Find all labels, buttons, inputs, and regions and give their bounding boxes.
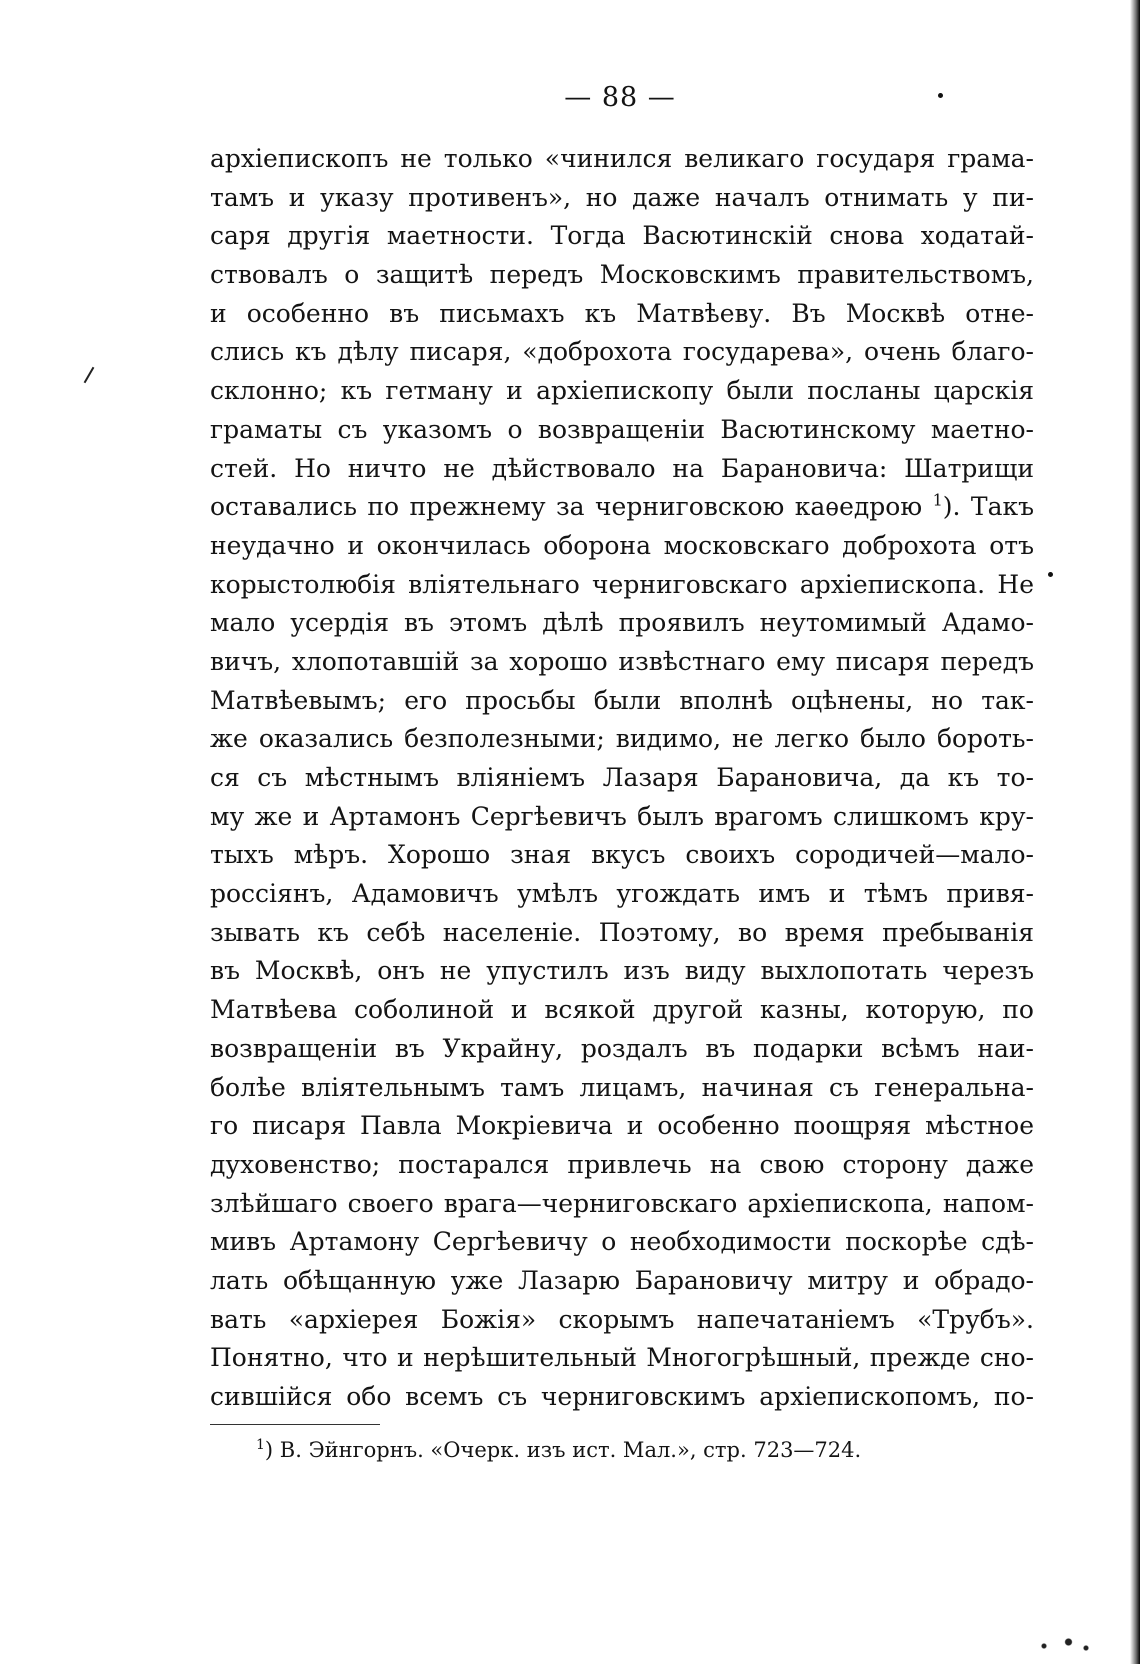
text-line: Матвѣева соболиной и всякой другой казны, которую, по: [210, 995, 1034, 1025]
footnote: [256, 1437, 861, 1462]
text-line: архіепископъ не только «чинился великаго государя грама-: [210, 144, 1034, 173]
page-number: — 88 —: [564, 82, 676, 113]
text-line: ся съ мѣстнымъ вліяніемъ Лазаря Барановича, да къ то-: [210, 763, 1034, 792]
text-line: вать «архіерея Божія» скорымъ напечатаніемъ «Трубъ».: [210, 1304, 1034, 1334]
text-line: саря другія маетности. Тогда Васютинскій снова ходатай-: [210, 221, 1034, 251]
text-line: стей. Но ничто не дѣйствовало на Барановича: Шатрищи: [210, 453, 1034, 483]
text-line: же оказались безполезными; видимо, не легко было бороть-: [210, 724, 1034, 754]
text-line: возвращеніи въ Украйну, роздалъ въ подарки всѣмъ наи-: [210, 1033, 1034, 1063]
text-line: и особенно въ письмахъ къ Матвѣеву. Въ Москвѣ отне-: [210, 298, 1034, 328]
body-text: [210, 140, 1034, 1417]
text-line: россіянъ, Адамовичъ умѣлъ угождать имъ и тѣмъ привя-: [210, 879, 1034, 909]
scan-speck: [1048, 572, 1053, 577]
text-line: корыстолюбія вліятельнаго черниговскаго архіепископа. Не: [210, 569, 1034, 599]
text-line-main: оставались по прежнему за черниговскою каѳедрою: [210, 492, 923, 522]
text-line: го писаря Павла Мокріевича и особенно поощряя мѣстное: [210, 1111, 1034, 1141]
text-line: лать обѣщанную уже Лазарю Барановичу митру и обрадо-: [210, 1265, 1034, 1295]
margin-pencil-mark: [84, 367, 95, 384]
text-line: ствовалъ о защитѣ передъ Московскимъ правительствомъ,: [210, 260, 1034, 290]
footnote-mark: 1: [256, 1437, 265, 1453]
text-line: злѣйшаго своего врага—черниговскаго архіепископа, напом-: [210, 1188, 1034, 1218]
text-line: тамъ и указу противенъ», но даже началъ отнимать у пи-: [210, 182, 1034, 212]
text-line: духовенство; постарался привлечь на свою сторону даже: [210, 1149, 1034, 1179]
footnote-rule: [210, 1424, 380, 1425]
text-line-with-footnote-ref: [210, 488, 1034, 527]
text-line: болѣе вліятельнымъ тамъ лицамъ, начиная съ генеральна-: [210, 1072, 1034, 1102]
scan-specks: [1030, 1634, 1100, 1654]
text-line: неудачно и окончилась оборона московскаго доброхота отъ: [210, 530, 1034, 560]
text-line: слись къ дѣлу писаря, «доброхота государева», очень благо-: [210, 337, 1034, 367]
scan-edge-shadow: [1130, 0, 1140, 1664]
text-line: мивъ Артамону Сергѣевичу о необходимости поскорѣе сдѣ-: [210, 1227, 1034, 1257]
text-line-tail: ). Такъ: [942, 492, 1034, 522]
text-line: тыхъ мѣръ. Хорошо зная вкусъ своихъ сородичей—мало-: [210, 840, 1034, 870]
text-line: Понятно, что и нерѣшительный Многогрѣшный, прежде сно-: [210, 1343, 1034, 1373]
text-line: му же и Артамонъ Сергѣевичъ былъ врагомъ слишкомъ кру-: [210, 801, 1034, 831]
text-line: въ Москвѣ, онъ не упустилъ изъ виду выхлопотать черезъ: [210, 956, 1034, 986]
text-line: зывать къ себѣ населеніе. Поэтому, во время пребыванія: [210, 917, 1034, 947]
text-line: граматы съ указомъ о возвращеніи Васютинскому маетно-: [210, 414, 1034, 444]
footnote-text: ) В. Эйнгорнъ. «Очерк. изъ ист. Мал.», стр. 723—724.: [264, 1438, 862, 1462]
footnote-ref-mark: 1: [932, 490, 943, 510]
text-line: склонно; къ гетману и архіепископу были посланы царскія: [210, 376, 1034, 406]
text-line: сившійся обо всемъ съ черниговскимъ архіепископомъ, по-: [210, 1382, 1034, 1411]
text-line: мало усердія въ этомъ дѣлѣ проявилъ неутомимый Адамо-: [210, 608, 1034, 638]
text-line: вичъ, хлопотавшій за хорошо извѣстнаго ему писаря передъ: [210, 646, 1034, 676]
text-line: Матвѣевымъ; его просьбы были вполнѣ оцѣнены, но так-: [210, 685, 1034, 715]
